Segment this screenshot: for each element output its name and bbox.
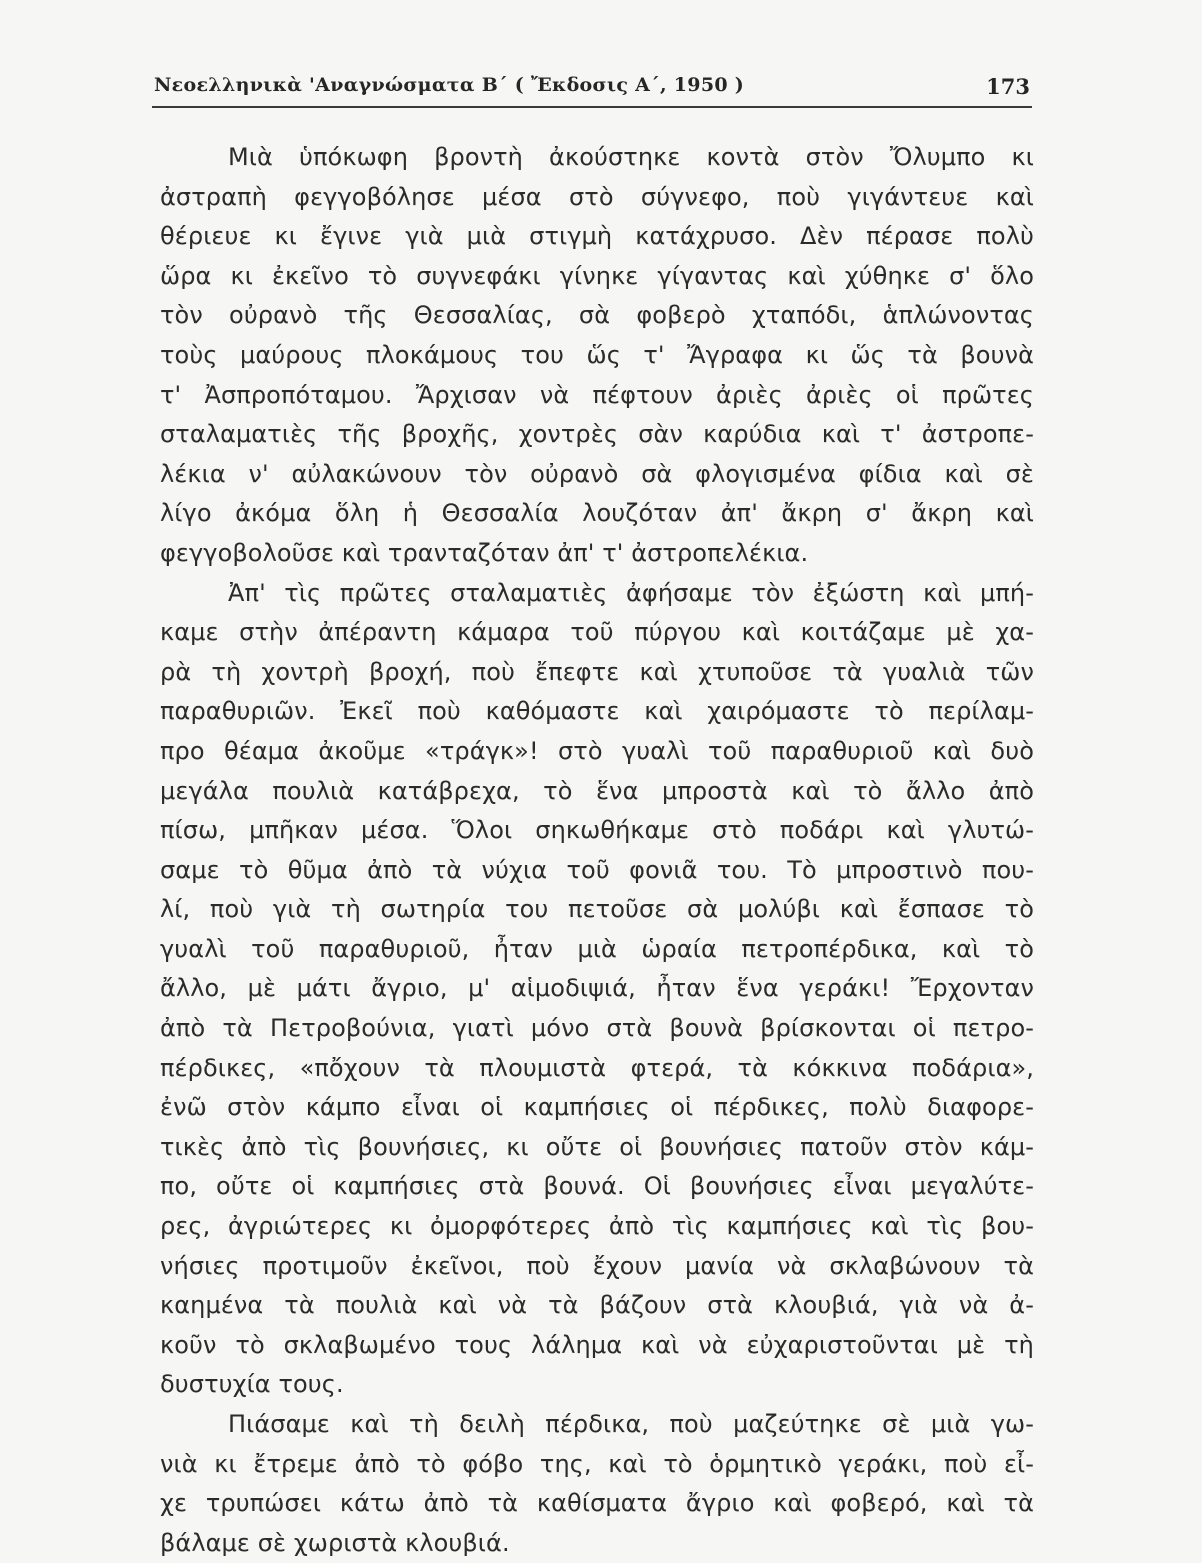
text-line: πίσω, μπῆκαν μέσα. Ὅλοι σηκωθήκαμε στὸ ποδάρι καὶ γλυτώ- xyxy=(160,816,1034,845)
text-line: σαμε τὸ θῦμα ἀπὸ τὰ νύχια τοῦ φονιᾶ του. Τὸ μπροστινὸ που- xyxy=(160,855,1034,884)
text-line: λέκια ν' αὐλακώνουν τὸν οὐρανὸ σὰ φλογισμένα φίδια καὶ σὲ xyxy=(160,459,1034,488)
text-line: χε τρυπώσει κάτω ἀπὸ τὰ καθίσματα ἄγριο καὶ φοβερό, καὶ τὰ xyxy=(160,1489,1034,1518)
text-body xyxy=(160,138,1034,1563)
text-line: ρες, ἀγριώτερες κι ὀμορφότερες ἀπὸ τὶς καμπήσιες καὶ τὶς βου- xyxy=(160,1212,1034,1241)
text-line: νιὰ κι ἔτρεμε ἀπὸ τὸ φόβο της, καὶ τὸ ὁρμητικὸ γεράκι, ποὺ εἶ- xyxy=(160,1449,1034,1478)
text-line: πο, οὔτε οἱ καμπήσιες στὰ βουνά. Οἱ βουνήσιες εἶναι μεγαλύτε- xyxy=(160,1172,1034,1201)
text-line: φεγγοβολοῦσε καὶ τρανταζόταν ἀπ' τ' ἀστροπελέκια. xyxy=(160,538,809,567)
text-line: Πιάσαμε καὶ τὴ δειλὴ πέρδικα, ποὺ μαζεύτηκε σὲ μιὰ γω- xyxy=(228,1410,1034,1438)
text-line: γυαλὶ τοῦ παραθυριοῦ, ἦταν μιὰ ὡραία πετροπέρδικα, καὶ τὸ xyxy=(160,934,1034,963)
text-line: καημένα τὰ πουλιὰ καὶ νὰ τὰ βάζουν στὰ κλουβιά, γιὰ νὰ ἀ- xyxy=(160,1291,1034,1320)
running-title: Νεοελληνικὰ 'Αναγνώσματα Β΄ ( Ἔκδοσις Α΄, 1950 ) xyxy=(154,74,745,96)
page-number: 173 xyxy=(986,74,1030,99)
text-line: Ἀπ' τὶς πρῶτες σταλαματιὲς ἀφήσαμε τὸν ἐξώστη καὶ μπή- xyxy=(228,578,1034,607)
text-line: ἀπὸ τὰ Πετροβούνια, γιατὶ μόνο στὰ βουνὰ βρίσκονται οἱ πετρο- xyxy=(160,1014,1034,1043)
text-line: λί, ποὺ γιὰ τὴ σωτηρία του πετοῦσε σὰ μολύβι καὶ ἔσπασε τὸ xyxy=(160,895,1034,924)
text-line: νήσιες προτιμοῦν ἐκεῖνοι, ποὺ ἔχουν μανία νὰ σκλαβώνουν τὰ xyxy=(160,1251,1034,1280)
text-line: τοὺς μαύρους πλοκάμους του ὥς τ' Ἄγραφα κι ὥς τὰ βουνὰ xyxy=(160,340,1034,369)
text-line: ὥρα κι ἐκεῖνο τὸ συγνεφάκι γίνηκε γίγαντας καὶ χύθηκε σ' ὅλο xyxy=(160,261,1034,290)
text-line: κοῦν τὸ σκλαβωμένο τους λάλημα καὶ νὰ εὐχαριστοῦνται μὲ τὴ xyxy=(160,1330,1034,1359)
text-line: παραθυριῶν. Ἐκεῖ ποὺ καθόμαστε καὶ χαιρόμαστε τὸ περίλαμ- xyxy=(160,697,1034,726)
text-line: μεγάλα πουλιὰ κατάβρεχα, τὸ ἕνα μπροστὰ καὶ τὸ ἄλλο ἀπὸ xyxy=(160,776,1034,805)
text-line: ἄλλο, μὲ μάτι ἄγριο, μ' αἱμοδιψιά, ἦταν ἕνα γεράκι! Ἔρχονταν xyxy=(160,974,1034,1003)
text-line: τικὲς ἀπὸ τὶς βουνήσιες, κι οὔτε οἱ βουνήσιες πατοῦν στὸν κάμ- xyxy=(160,1132,1034,1161)
text-line: τὸν οὐρανὸ τῆς Θεσσαλίας, σὰ φοβερὸ χταπόδι, ἁπλώνοντας xyxy=(160,301,1034,330)
text-line: τ' Ἀσπροπόταμου. Ἄρχισαν νὰ πέφτουν ἀριὲς ἀριὲς οἱ πρῶτες xyxy=(160,380,1034,409)
text-line: δυστυχία τους. xyxy=(160,1370,344,1399)
text-line: ἐνῶ στὸν κάμπο εἶναι οἱ καμπήσιες οἱ πέρδικες, πολὺ διαφορε- xyxy=(160,1093,1034,1122)
text-line: βάλαμε σὲ χωριστὰ κλουβιά. xyxy=(160,1528,510,1557)
text-line: σταλαματιὲς τῆς βροχῆς, χοντρὲς σὰν καρύδια καὶ τ' ἀστροπε- xyxy=(160,420,1034,449)
running-header xyxy=(152,72,1032,108)
text-line: ρὰ τὴ χοντρὴ βροχή, ποὺ ἔπεφτε καὶ χτυποῦσε τὰ γυαλιὰ τῶν xyxy=(160,657,1034,686)
text-line: θέριευε κι ἔγινε γιὰ μιὰ στιγμὴ κατάχρυσο. Δὲν πέρασε πολὺ xyxy=(160,222,1034,251)
text-line: προ θέαμα ἀκοῦμε «τράγκ»! στὸ γυαλὶ τοῦ παραθυριοῦ καὶ δυὸ xyxy=(160,736,1034,765)
text-line: ἀστραπὴ φεγγοβόλησε μέσα στὸ σύγνεφο, ποὺ γιγάντευε καὶ xyxy=(160,182,1034,211)
text-line: καμε στὴν ἀπέραντη κάμαρα τοῦ πύργου καὶ κοιτάζαμε μὲ χα- xyxy=(160,618,1034,647)
text-line: πέρδικες, «πὄχουν τὰ πλουμιστὰ φτερά, τὰ κόκκινα ποδάρια», xyxy=(160,1053,1034,1082)
text-line: Μιὰ ὑπόκωφη βροντὴ ἀκούστηκε κοντὰ στὸν Ὄλυμπο κι xyxy=(228,143,1034,171)
text-line: λίγο ἀκόμα ὅλη ἡ Θεσσαλία λουζόταν ἀπ' ἄκρη σ' ἄκρη καὶ xyxy=(160,499,1034,528)
